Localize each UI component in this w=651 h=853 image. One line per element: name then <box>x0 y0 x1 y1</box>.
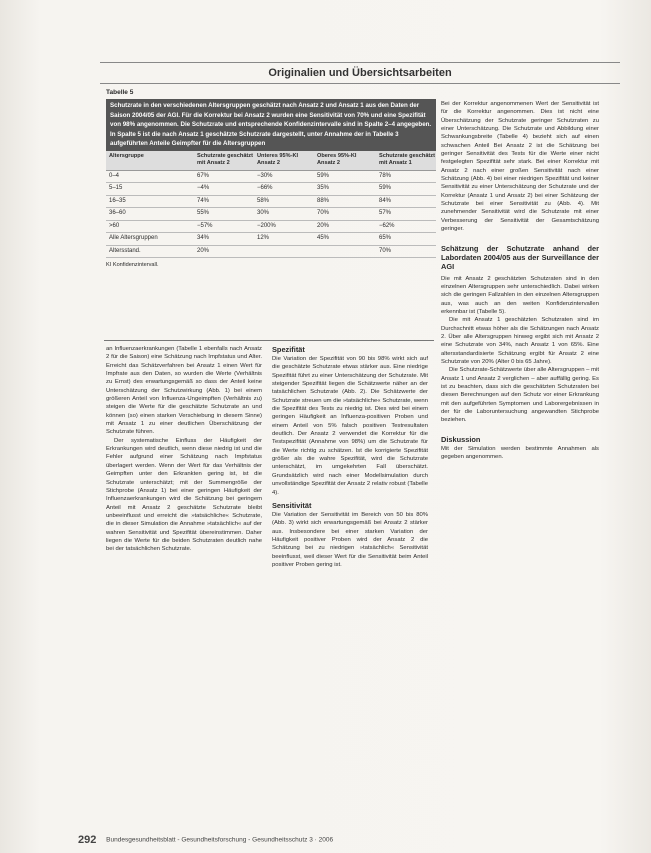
paragraph: Mit der Simulation werden bestimmte Annahmen als gegeben angenommen. <box>441 445 599 461</box>
table-row <box>106 233 436 246</box>
heading-diskussion: Diskussion <box>441 434 481 444</box>
table-header-cell: Altersgruppe <box>109 152 144 159</box>
paragraph: Die mit Ansatz 1 geschätzten Schutzraten sind im Durchschnitt etwas höher als die Schätzungen nach Ansatz 2. Über alle Altersgruppen hinweg ergibt sich mit Ansatz 2 eine Schutzrate von 34%, nach Ansatz 1 von 65%. Eine altersstandardisierte Schätzung ergibt für Ansatz 2 eine Schutzrate von 20% (Alter 0 bis 65 Jahre). <box>441 317 599 365</box>
table-cell: 45% <box>317 235 330 241</box>
table-header-cell: Schutzrate geschätzt mit Ansatz 1 <box>379 152 435 166</box>
page-number: 292 <box>78 834 97 846</box>
table-cell: −66% <box>257 185 273 191</box>
text-column-2 <box>272 345 428 569</box>
table-cell: 65% <box>379 235 392 241</box>
table-cell: −62% <box>379 222 395 229</box>
table-cell: 88% <box>317 197 330 204</box>
table-cell: 20% <box>317 222 330 229</box>
paragraph: an Influenzaerkrankungen (Tabelle 1 ebenfalls nach Ansatz 2 für die Saison) eine Schätzung nach Impfstatus und Alter. Erreicht das Schätzverfahren bei Ansatz 1 einen Wert für Impfrate aus den Daten, so wurden die Werte (Verhältnis zu Ernst) des erwartungsgemäß so dass der Anteil keine Unterschätzung der Schutzwirkung (Abb. 1) bei einem größeren Anteil von Influenza-Ungeimpften (Verhältnis zu) steigen die Werte für die geschätzte Schutzrate an und können (so) einen starken Verschiebung in diesem Sinne) mit Ansatz 1 zu einer deutlichen Überschätzung der Schutzrate führen. <box>106 346 262 436</box>
text-column-1 <box>106 345 262 554</box>
table-cell: 5–15 <box>109 185 123 191</box>
paragraph: Die Variation der Sensitivität im Bereich von 50 bis 80% (Abb. 3) wirkt sich erwartungsgemäß bei Ansatz 2 stärker aus. Insbesondere bei einer starken Variation der Häufigkeit positiver Proben wird der Ansatz 2 die Schätzung bei zu niedrigen »tatsächlich« Sensitivität beeinflusst, weil dieser Wert für die Sensitivität beim Anteil positiver Proben gering ist. <box>272 511 428 568</box>
table-cell: −200% <box>257 222 276 229</box>
table-header-row <box>106 151 436 171</box>
table-5 <box>106 88 436 330</box>
table-cell: 78% <box>379 172 392 179</box>
heading-spezifitaet: Spezifität <box>272 345 305 354</box>
table-cell: 70% <box>317 210 330 216</box>
table-cell: Altersstand. <box>109 247 141 254</box>
page-footer <box>78 833 598 847</box>
table-bottom-rule <box>104 340 434 341</box>
table-cell: 57% <box>379 210 392 216</box>
table-cell: 12% <box>257 235 270 241</box>
table-row <box>106 221 436 234</box>
table-row <box>106 171 436 184</box>
table-cell: −4% <box>197 185 210 191</box>
table-cell: −30% <box>257 172 273 179</box>
table-footnote: KI Konfidenzintervall. <box>106 262 159 268</box>
table-row <box>106 183 436 196</box>
paragraph: Bei der Korrektur angenommenen Wert der Sensitivität ist für die Korrektur angenommen. Dies ist nicht eine Überschätzung der Schutzrate geringer Schutzraten zu einer Unterschätzung. Die Schutzrate und Abbildung einer Schwankungsbreite (Tabelle 4) bezieht sich auf einen schwachen Anteil Bei Ansatz 2 ist die Schätzung bei geringer Sensitivität des Tests für die Werte einer nicht festgelegten Spezifität sehr stark. Bei einer Korrektur mit Ansatz 2 nach einer großen Sensitivität nach einer Schätzung (Abb. 4) bei einer niedrigen Spezifität und keiner Sensitivität zu einer Unterschätzung der Schutzrate und der Korrektur (Ansatz 1 und Ansatz 2) bei einer Schätzung der Schutzrate bei einer Sensitivität zu (Abb. 4). Mit zunehmender Sensitivität wird die Schutzrate mit einer Verbesserung der Sensitivität der Gesamtschätzung geringer. <box>441 101 599 233</box>
paragraph: Die mit Ansatz 2 geschätzten Schutzraten sind in den einzelnen Altersgruppen sehr unterschiedlich. Dabei wirken sich die geringen Fallzahlen in den einzelnen Altersgruppen aus, was auch an den weiten Konfidenzintervallen erkennbar ist (Tabelle 5). <box>441 275 599 315</box>
table-cell: 67% <box>197 172 210 179</box>
table-cell <box>314 246 376 258</box>
table-cell: 34% <box>197 235 210 241</box>
table-cell: 84% <box>379 197 392 204</box>
table-cell: 70% <box>379 247 392 254</box>
paragraph: Die Schutzrate-Schätzwerte über alle Altersgruppen – mit Ansatz 1 und Ansatz 2 verglichen – aber auffällig gering. Es ist zu beachten, dass sich die geschätzten Schutzraten bei diesen Berechnungen auf den Schutz vor einer Erkrankung mit den aufgeführten Symptomen und Laborergebnissen in der für die Laboruntersuchung angewandten Stichprobe beziehen. <box>441 367 599 424</box>
table-cell: >60 <box>109 222 120 229</box>
table-cell: 74% <box>197 197 210 204</box>
table-cell: 20% <box>197 247 210 254</box>
table-caption: Schutzrate in den verschiedenen Altersgruppen geschätzt nach Ansatz 2 und Ansatz 1 aus den Daten der Saison 2004/05 der AGI. Für die Korrektur bei Ansatz 2 wurden eine Sensitivität von 70% und eine Spezifität von 98% angenommen. Die Schutzrate und entsprechende Konfidenzintervalle sind in Spalte 2–4 angegeben. In Spalte 5 ist die nach Ansatz 1 geschätzte Schutzrate dargestellt, unter Annahme der in Tabelle 3 aufgeführten Anteile Geimpfter für die Altersgruppen <box>106 99 436 151</box>
table-header-cell: Schutzrate geschätzt mit Ansatz 2 <box>197 152 253 166</box>
paragraph: Die Variation der Spezifität von 90 bis 98% wirkt sich auf die geschätzte Schutzrate etwas stärker aus. Eine niedrige Spezifität führt zu einer Unterschätzung der Schutzrate. Mit steigender Spezifität liegen die Schätzwerte näher an der tatsächlichen Schutzrate (Abb. 2). Die Schätzwerte der Schutzrate streuen um die »tatsächliche« Schutzrate, wenn die Spezifität des Tests zu niedrig ist. Dies wird bei einem geringen Häufigkeit an Influenza-positiven Proben und einem Anteil von 5% falsch positiven Testresultaten deutlich. Der Ansatz 2 verwendet die Korrektur für die Testspezifität (Annahme von 98%) um die Schutzrate für die Werte richtig zu schätzen. Ist die korrigierte Spezifität größer als die wahre Spezifität, wird die Schutzrate unterschätzt, im umgekehrten Fall überschätzt. Grundsätzlich wird nach einer Modellsimulation durch unvollständige Spezifität der Ansatz 2 relativ robust (Tabelle 4). <box>272 356 428 496</box>
table-header-cell: Unteres 95%-KI Ansatz 2 <box>257 152 299 166</box>
heading-sensitivitaet: Sensitivität <box>272 500 312 510</box>
table-cell: 59% <box>317 172 330 179</box>
table-cell <box>254 246 314 258</box>
table-cell: 35% <box>317 185 330 191</box>
table-row <box>106 246 436 259</box>
table-cell: 0–4 <box>109 172 120 179</box>
table-cell: 55% <box>197 210 210 216</box>
table-cell: 30% <box>257 210 270 216</box>
table-cell: −57% <box>197 222 213 229</box>
table-cell: 36–60 <box>109 210 126 216</box>
table-row <box>106 208 436 221</box>
section-title: Originalien und Übersichtsarbeiten <box>100 62 620 84</box>
journal-name: Bundesgesundheitsblatt - Gesundheitsforschung - Gesundheitsschutz 3 · 2006 <box>106 836 334 844</box>
paragraph: Der systematische Einfluss der Häufigkeit der Erkrankungen wird deutlich, wenn diese niedrig ist und die Fehler aufgrund einer Schätzung nach Impfstatus überlagert werden. Wenn der Wert für das Verhältnis der Geimpften unter den Erkrankten gering ist, ist die Schutzrate unterschätzt; mit der Summengröße der Stichprobe (Ansatz 1) bei einer geringen Häufigkeit der Influenzaerkrankungen wird die Schätzung bei geringem Anteil mit Ansatz 2 geschätzte Schutzrate bleibt unbeeinflusst und erreicht die »tatsächliche« Schutzrate, die in dieser Simulation die Annahme »tatsächlich« auf der wahren Sensitivität und Spezifität übereinstimmen. Daher liegen die Werte für die beiden Schutzraten deutlich nahe bei der tatsächlichen Schutzrate. <box>106 437 262 553</box>
table-cell: 16–35 <box>109 197 126 204</box>
table-cell: 59% <box>379 185 392 191</box>
table-row <box>106 196 436 209</box>
table-header-cell: Oberes 95%-KI Ansatz 2 <box>317 152 357 166</box>
table-cell: 58% <box>257 197 270 204</box>
table-label: Tabelle 5 <box>106 89 134 96</box>
heading-schaetzung-labordaten: Schätzung der Schutzrate anhand der Labordaten 2004/05 aus der Surveillance der AGI <box>441 243 599 271</box>
table-cell: Alle Altersgruppen <box>109 235 158 241</box>
text-column-3 <box>441 100 599 461</box>
